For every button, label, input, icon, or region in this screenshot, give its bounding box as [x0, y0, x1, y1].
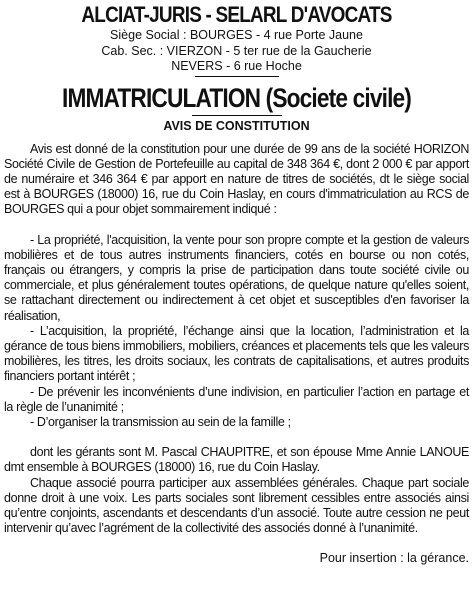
- address-nevers-office: NEVERS - 6 rue Hoche: [171, 59, 302, 73]
- object-item: - D’organiser la transmission au sein de la famille ;: [30, 414, 291, 429]
- intro-paragraph: Avis est donné de la constitution pour une durée de 99 ans de la société HORIZON Société Civile de Gestion de Portefeuille au capital de 348 364 €, dont 2 000 € par apport de numéraire et 346 364 € par apport en nature de titres de sociétés, dt le siège social est à BOURGES (18000) 16, rue du Coin Haslay, en cours d'immatriculation au RCS de BOURGES qui a pour objet sommairement indiqué :: [4, 141, 469, 217]
- address-secondary-office: Cab. Sec. : VIERZON - 5 ter rue de la Gaucherie: [101, 43, 372, 58]
- firm-name: ALCIAT-JURIS - SELARL D'AVOCATS: [81, 2, 392, 27]
- object-item: - De prévenir les inconvénients d’une indivision, en particulier l’action en partage et la règle de l’unanimité ;: [4, 384, 469, 414]
- object-item: - La propriété, l'acquisition, la vente pour son propre compte et la gestion de valeurs mobilières et de tous autres instruments financiers, cotés en bourse ou non cotés, français ou étrangers, y compris la prise de participation dans toute société civile ou commerciale, et plus généralement toutes opérations, de quelque nature qu'elles soient, se rattachant directement ou indirectement à cet objet et susceptibles d'en favoriser la réalisation,: [4, 232, 469, 323]
- title-divider: [192, 115, 282, 116]
- paragraph-gap: [4, 430, 469, 445]
- address-head-office: Siège Social : BOURGES - 4 rue Porte Jaune: [110, 28, 363, 42]
- shares-paragraph: Chaque associé pourra participer aux assemblées générales. Chaque part sociale donne droit à une voix. Les parts sociales sont librement cessibles entre associés ainsi qu’entre conjoints, ascendants et descendants d’un associé. Toute autre cession ne peut intervenir qu’avec l’agrément de la collectivité des associés donné à l’unanimité.: [4, 475, 469, 536]
- notice-title: IMMATRICULATION (Societe civile): [61, 82, 412, 113]
- object-item: - L’acquisition, la propriété, l’échange ainsi que la location, l’administration et la gérance de tous biens immobiliers, mobiliers, créances et placements tels que les valeurs mobilières, les titres, les droits sociaux, les contrats de capitalisations, et autres produits financiers portant intérêt ;: [4, 323, 469, 384]
- managers-paragraph: dont les gérants sont M. Pascal CHAUPITRE, et son épouse Mme Annie LANOUE dmt ensemble à BOURGES (18000) 16, rue du Coin Haslay.: [4, 445, 469, 475]
- notice-subtitle: AVIS DE CONSTITUTION: [163, 118, 310, 133]
- header-divider: [195, 76, 279, 77]
- signature-line: Pour insertion : la gérance.: [319, 551, 469, 566]
- paragraph-gap: [4, 218, 469, 233]
